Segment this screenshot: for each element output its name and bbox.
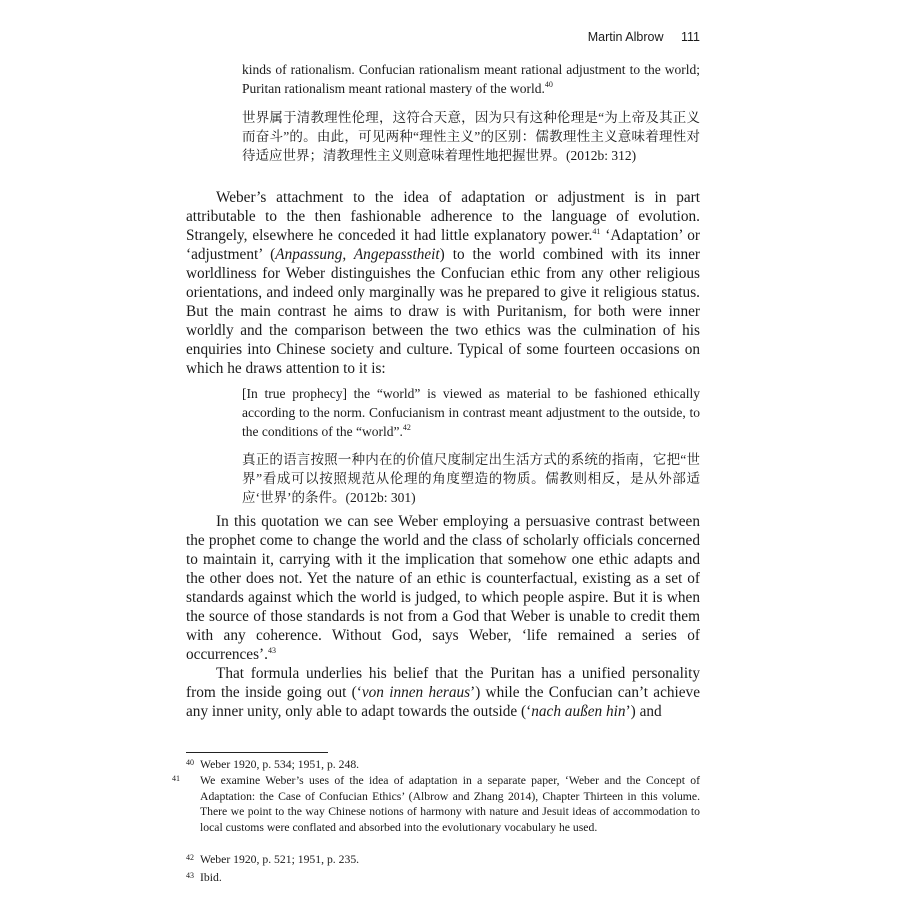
footnote-43: 43 Ibid. <box>186 871 222 884</box>
chinese-quote-2 <box>242 450 700 507</box>
footnote-text: Weber 1920, p. 521; 1951, p. 235. <box>200 853 360 866</box>
chinese-text: 世界属于清教理性伦理，这符合天意，因为只有这种伦理是“为上帝及其正义而奋斗”的。由此，可见两种“理性主义”的区别：儒教理性主义意味着理性对待适应世界；清教理性主义则意味着理性地把握世界。 <box>242 110 700 163</box>
chinese-quote-1 <box>242 108 700 165</box>
block-quote-1 <box>242 60 700 98</box>
block-quote-2 <box>242 384 700 441</box>
footnote-text: Ibid. <box>200 871 222 884</box>
footnote-42: 42 Weber 1920, p. 521; 1951, p. 235. <box>186 853 360 866</box>
paragraph-1 <box>186 188 700 378</box>
note-ref: 41 <box>592 227 601 236</box>
paragraph-text: ) to the world combined with its inner worldliness for Weber distinguishes the Confucian ethic from any other religious orientations, and indeed only marginally was he prepared to give it religious status. But the main contrast he aims to draw is with Puritanism, for both were inner worldly and the comparison between the two ethics was the culmination of his enquiries into Chinese society and culture. Typical of some fourteen occasions on which he draws attention to it is: <box>186 246 700 377</box>
footnote-text: Weber 1920, p. 534; 1951, p. 248. <box>200 758 360 771</box>
paragraph-text: ’) and <box>625 703 662 720</box>
paragraph-text: In this quotation we can see Weber employing a persuasive contrast between the prophet come to change the world and the class of scholarly officials concerned to maintain it, carrying with it the implication that somehow one ethic adapts and the other does not. Yet the nature of an ethic is counterfactual, existing as a set of standards against which the world is judged, to which people aspire. But it is when the source of those standards is not from a God that Weber is unable to credit them with any coherence. Without God, says Weber, ‘life remained a series of occurrences’. <box>186 513 700 663</box>
footnote-text: We examine Weber’s uses of the idea of adaptation in a separate paper, ‘Weber and the Concept of Adaptation: the Case of Confucian Ethics’ (Albrow and Zhang 2014), Chapter Thirteen in this volume. There we point to the way Chinese notions of harmony with nature and Jesuit ideas of accommodation to local customs were conflated and absorbed into the evolutionary vocabulary he used. <box>200 774 700 834</box>
paragraph-text: Weber’s attachment to the idea of adaptation or adjustment is in part attributable to the then fashionable adherence to the language of evolution. Strangely, elsewhere he conceded it had little explanatory power. <box>186 189 700 244</box>
quote-text: [In true prophecy] the “world” is viewed as material to be fashioned ethically according to the norm. Confucianism in contrast meant adjustment to the outside, to the conditions of the “world”. <box>242 386 700 439</box>
running-head <box>186 30 700 44</box>
note-ref: 43 <box>267 646 276 655</box>
paragraph-2 <box>186 512 700 664</box>
note-ref: 42 <box>402 423 411 432</box>
italic-term: Anpassung, Angepasstheit <box>275 246 440 263</box>
quote-text: kinds of rationalism. Confucian rationalism meant rational adjustment to the world; Puritan rationalism meant rational mastery of the world. <box>242 62 700 96</box>
paragraph-text: ‘Adaptation’ or ‘adjustment’ ( <box>186 227 700 263</box>
citation: (2012b: 301) <box>345 490 416 505</box>
footnote-40: 40 Weber 1920, p. 534; 1951, p. 248. <box>186 758 360 771</box>
chinese-text: 真正的语言按照一种内在的价值尺度制定出生活方式的系统的指南，它把“世界”看成可以按照规范从伦理的角度塑造的物质。儒教则相反，是从外部适应‘世界’的条件。 <box>242 452 700 505</box>
paragraph-text: ’) while the Confucian can’t achieve any inner unity, only able to adapt towards the outside (‘ <box>186 684 700 720</box>
citation: (2012b: 312) <box>566 148 637 163</box>
paragraph-text: That formula underlies his belief that the Puritan has a unified personality from the inside going out (‘ <box>186 665 700 701</box>
note-ref: 40 <box>544 80 553 89</box>
page-number: 111 <box>680 30 700 44</box>
footnote-divider <box>186 752 328 753</box>
italic-term: nach außen hin <box>531 703 626 720</box>
footnote-41: 41 We examine Weber’s uses of the idea of adaptation in a separate paper, ‘Weber and the Concept of Adaptation: the Case of Confucian Ethics’ (Albrow and Zhang 2014), Chapter Thirteen in this volume. There we point to the way Chinese notions of harmony with nature and Jesuit ideas of accommodation to local customs were conflated and absorbed into the evolutionary vocabulary he used. <box>172 774 700 834</box>
paragraph-3 <box>186 664 700 721</box>
italic-term: von innen heraus <box>361 684 471 701</box>
author-name: Martin Albrow <box>587 30 664 44</box>
